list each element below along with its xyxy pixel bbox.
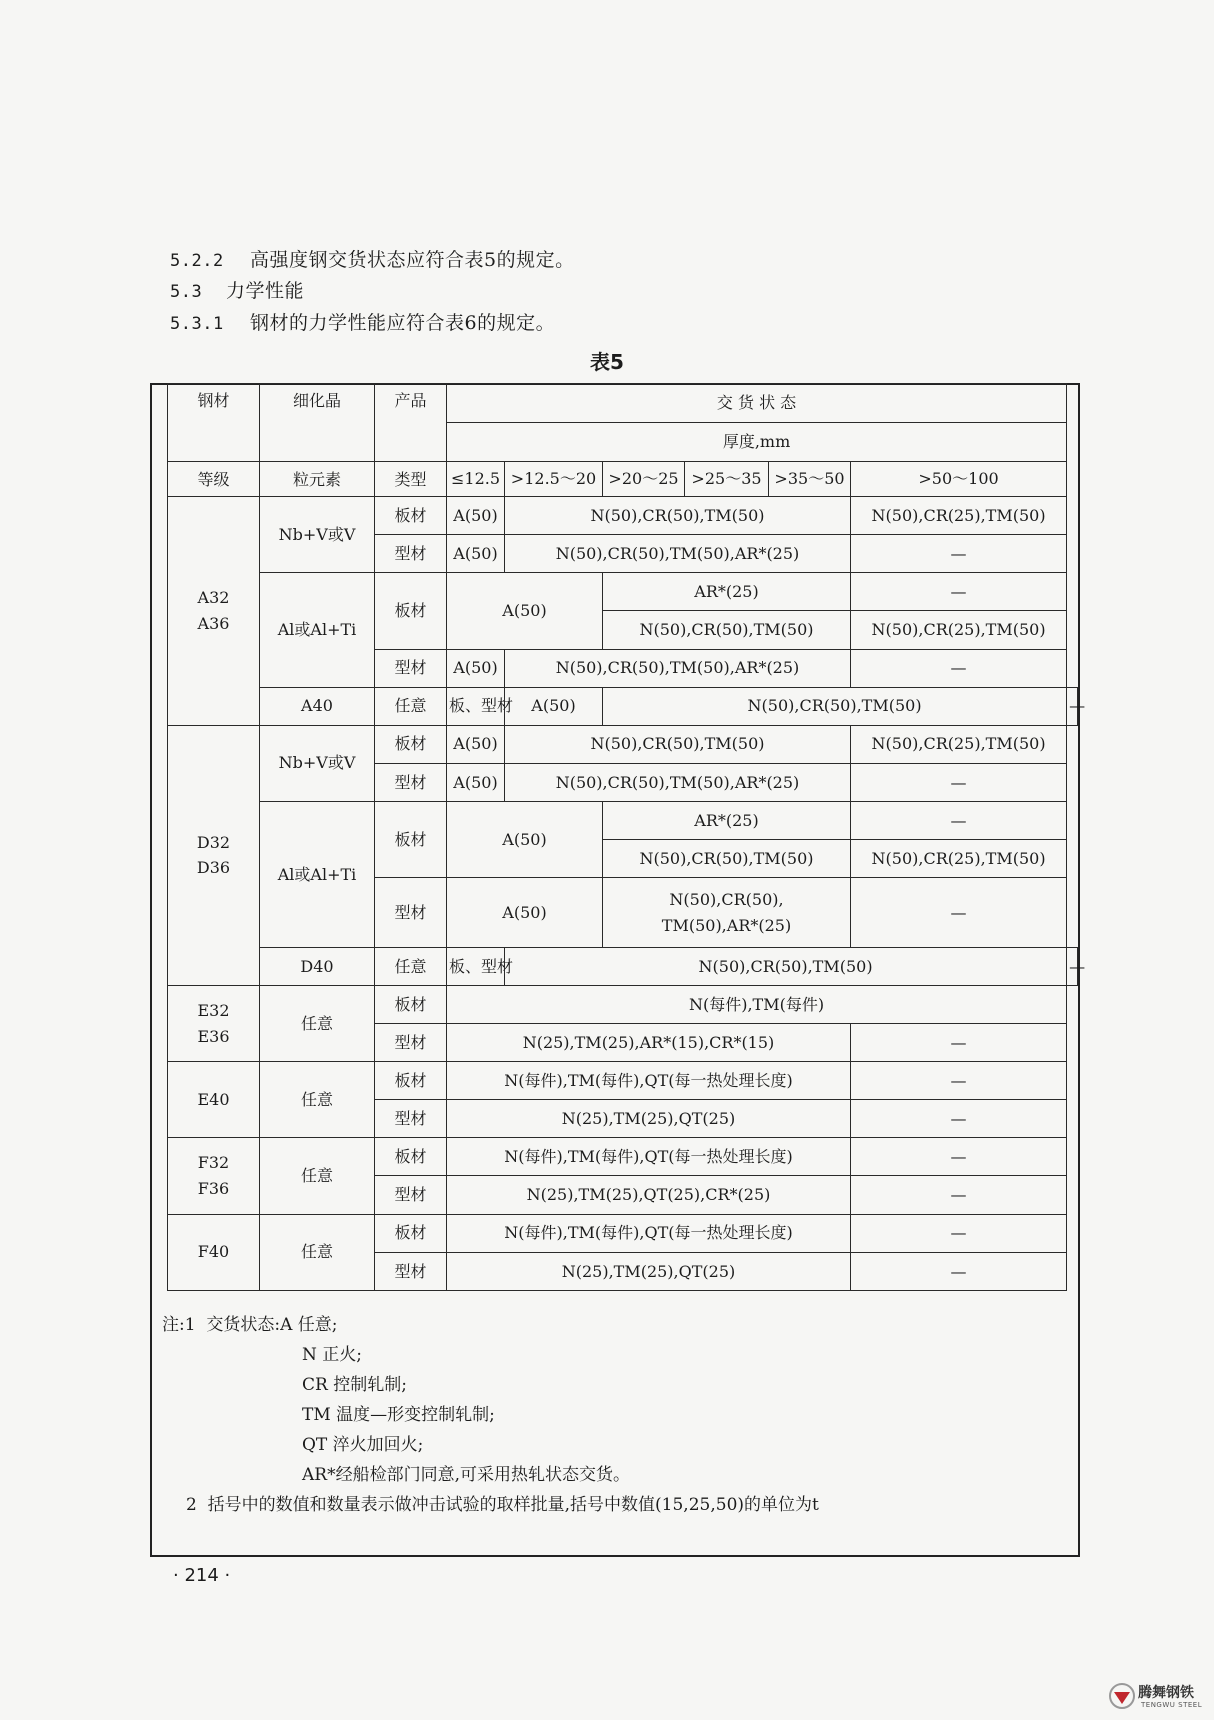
delivery-cell: A(50) [447, 649, 505, 687]
product-cell: 型材 [375, 1100, 447, 1138]
delivery-cell: N(25),TM(25),QT(25) [447, 1100, 851, 1138]
delivery-cell: — [851, 1138, 1067, 1176]
delivery-cell: N(50),CR(50),TM(50) [505, 497, 851, 535]
delivery-cell: N(50),CR(25),TM(50) [851, 725, 1067, 763]
element-cell: Nb+V或V [260, 497, 375, 573]
range-cell: >50～100 [851, 462, 1067, 497]
delivery-cell: — [851, 763, 1067, 801]
header-product-bottom: 类型 [375, 462, 447, 497]
delivery-cell: — [851, 573, 1067, 611]
note-text: CR 控制轧制; [302, 1375, 407, 1395]
para-number: 5.3.1 [170, 314, 224, 334]
element-cell: 任意 [375, 687, 447, 725]
para-text: 力学性能 [226, 280, 305, 302]
product-cell: 型材 [375, 649, 447, 687]
delivery-cell: — [1067, 687, 1078, 725]
grade-cell: A32 A36 [168, 497, 260, 725]
delivery-cell: A(50) [447, 763, 505, 801]
notes-label: 注:1 [162, 1315, 196, 1335]
delivery-cell: — [851, 1062, 1067, 1100]
delivery-cell: N(每件),TM(每件) [447, 986, 1067, 1024]
delivery-cell: N(50),CR(50),TM(50) [603, 611, 851, 649]
delivery-cell: N(50),CR(50),TM(50),AR*(25) [505, 535, 851, 573]
element-cell: Nb+V或V [260, 725, 375, 801]
product-cell: 板、型材 [447, 687, 505, 725]
delivery-cell: — [1067, 948, 1078, 986]
delivery-cell: N(25),TM(25),AR*(15),CR*(15) [447, 1024, 851, 1062]
delivery-cell: AR*(25) [603, 573, 851, 611]
delivery-cell: AR*(25) [603, 801, 851, 839]
para-text: 钢材的力学性能应符合表6的规定。 [250, 312, 556, 334]
delivery-cell: — [851, 878, 1067, 948]
table-notes [162, 1310, 819, 1520]
delivery-cell: N(50),CR(50), TM(50),AR*(25) [603, 878, 851, 948]
product-cell: 板材 [375, 986, 447, 1024]
delivery-cell: — [851, 1024, 1067, 1062]
delivery-cell: A(50) [447, 535, 505, 573]
para-5-3 [170, 276, 304, 303]
note-text: 括号中的数值和数量表示做冲击试验的取样批量,括号中数值(15,25,50)的单位为t [207, 1495, 819, 1515]
element-cell: 任意 [260, 1062, 375, 1138]
header-grade-bottom: 等级 [168, 462, 260, 497]
grade-cell: D32 D36 [168, 725, 260, 985]
product-cell: 板、型材 [447, 948, 505, 986]
logo-text: 腾舞钢铁 [1138, 1685, 1194, 1701]
delivery-cell: N(50),CR(50),TM(50) [505, 725, 851, 763]
range-cell: ≤12.5 [447, 462, 505, 497]
element-cell: 任意 [260, 986, 375, 1062]
grade-cell: D40 [260, 948, 375, 986]
delivery-cell: N(25),TM(25),QT(25),CR*(25) [447, 1176, 851, 1214]
delivery-cell: A(50) [447, 878, 603, 948]
logo-subtext: TENGWU STEEL [1141, 1701, 1203, 1709]
product-cell: 板材 [375, 1062, 447, 1100]
delivery-cell: — [851, 535, 1067, 573]
delivery-cell: — [851, 801, 1067, 839]
delivery-cell: A(50) [447, 497, 505, 535]
delivery-cell: A(50) [447, 801, 603, 877]
product-cell: 板材 [375, 801, 447, 877]
element-cell: 任意 [260, 1138, 375, 1214]
header-element-bottom: 粒元素 [260, 462, 375, 497]
delivery-cell: A(50) [447, 725, 505, 763]
header-grade-top: 钢材 [168, 384, 260, 462]
range-cell: >35～50 [769, 462, 851, 497]
delivery-cell: N(50),CR(50),TM(50) [505, 948, 1067, 986]
element-cell: Al或Al+Ti [260, 573, 375, 687]
header-delivery: 交 货 状 态 [447, 384, 1067, 423]
product-cell: 板材 [375, 497, 447, 535]
delivery-cell: N(50),CR(50),TM(50) [603, 839, 851, 877]
delivery-cell: — [851, 1176, 1067, 1214]
product-cell: 板材 [375, 573, 447, 649]
delivery-cell: N(每件),TM(每件),QT(每一热处理长度) [447, 1062, 851, 1100]
product-cell: 板材 [375, 1214, 447, 1252]
para-number: 5.3 [170, 282, 203, 302]
delivery-condition-table [167, 383, 1086, 1291]
note-text: AR*经船检部门同意,可采用热轧状态交货。 [302, 1465, 630, 1485]
delivery-cell: N(25),TM(25),QT(25) [447, 1252, 851, 1290]
note-text: 交货状态:A 任意; [206, 1315, 338, 1335]
delivery-cell: N(每件),TM(每件),QT(每一热处理长度) [447, 1138, 851, 1176]
para-5-2-2 [170, 245, 575, 272]
product-cell: 板材 [375, 1138, 447, 1176]
product-cell: 型材 [375, 1176, 447, 1214]
note-number: 2 [186, 1495, 197, 1515]
note-text: N 正火; [302, 1345, 363, 1365]
page-number: · 214 · [173, 1565, 231, 1586]
grade-cell: F32 F36 [168, 1138, 260, 1214]
delivery-cell: N(50),CR(25),TM(50) [851, 839, 1067, 877]
note-text: TM 温度—形变控制轧制; [302, 1405, 495, 1425]
delivery-cell: A(50) [505, 687, 603, 725]
delivery-cell: — [851, 649, 1067, 687]
element-cell: 任意 [375, 948, 447, 986]
grade-cell: E40 [168, 1062, 260, 1138]
delivery-cell: — [851, 1100, 1067, 1138]
delivery-cell: N(50),CR(25),TM(50) [851, 611, 1067, 649]
para-5-3-1 [170, 308, 555, 335]
watermark-logo [1108, 1680, 1208, 1712]
para-text: 高强度钢交货状态应符合表5的规定。 [250, 249, 575, 271]
product-cell: 型材 [375, 878, 447, 948]
delivery-cell: N(50),CR(50),TM(50),AR*(25) [505, 763, 851, 801]
logo-icon [1108, 1682, 1136, 1710]
range-cell: >20～25 [603, 462, 685, 497]
delivery-cell: N(50),CR(50),TM(50),AR*(25) [505, 649, 851, 687]
header-element-top: 细化晶 [260, 384, 375, 462]
product-cell: 型材 [375, 1024, 447, 1062]
delivery-cell: A(50) [447, 573, 603, 649]
delivery-cell: N(50),CR(25),TM(50) [851, 497, 1067, 535]
range-cell: >25～35 [685, 462, 769, 497]
grade-cell: A40 [260, 687, 375, 725]
delivery-cell: N(50),CR(50),TM(50) [603, 687, 1067, 725]
grade-cell: F40 [168, 1214, 260, 1290]
header-product-top: 产品 [375, 384, 447, 462]
product-cell: 型材 [375, 1252, 447, 1290]
grade-cell: E32 E36 [168, 986, 260, 1062]
product-cell: 板材 [375, 725, 447, 763]
table-title: 表5 [590, 350, 624, 374]
delivery-cell: — [851, 1252, 1067, 1290]
element-cell: Al或Al+Ti [260, 801, 375, 947]
delivery-cell: N(每件),TM(每件),QT(每一热处理长度) [447, 1214, 851, 1252]
header-thickness: 厚度,mm [447, 423, 1067, 462]
delivery-cell: — [851, 1214, 1067, 1252]
product-cell: 型材 [375, 535, 447, 573]
note-text: QT 淬火加回火; [302, 1435, 424, 1455]
element-cell: 任意 [260, 1214, 375, 1290]
range-cell: >12.5～20 [505, 462, 603, 497]
product-cell: 型材 [375, 763, 447, 801]
para-number: 5.2.2 [170, 251, 224, 271]
